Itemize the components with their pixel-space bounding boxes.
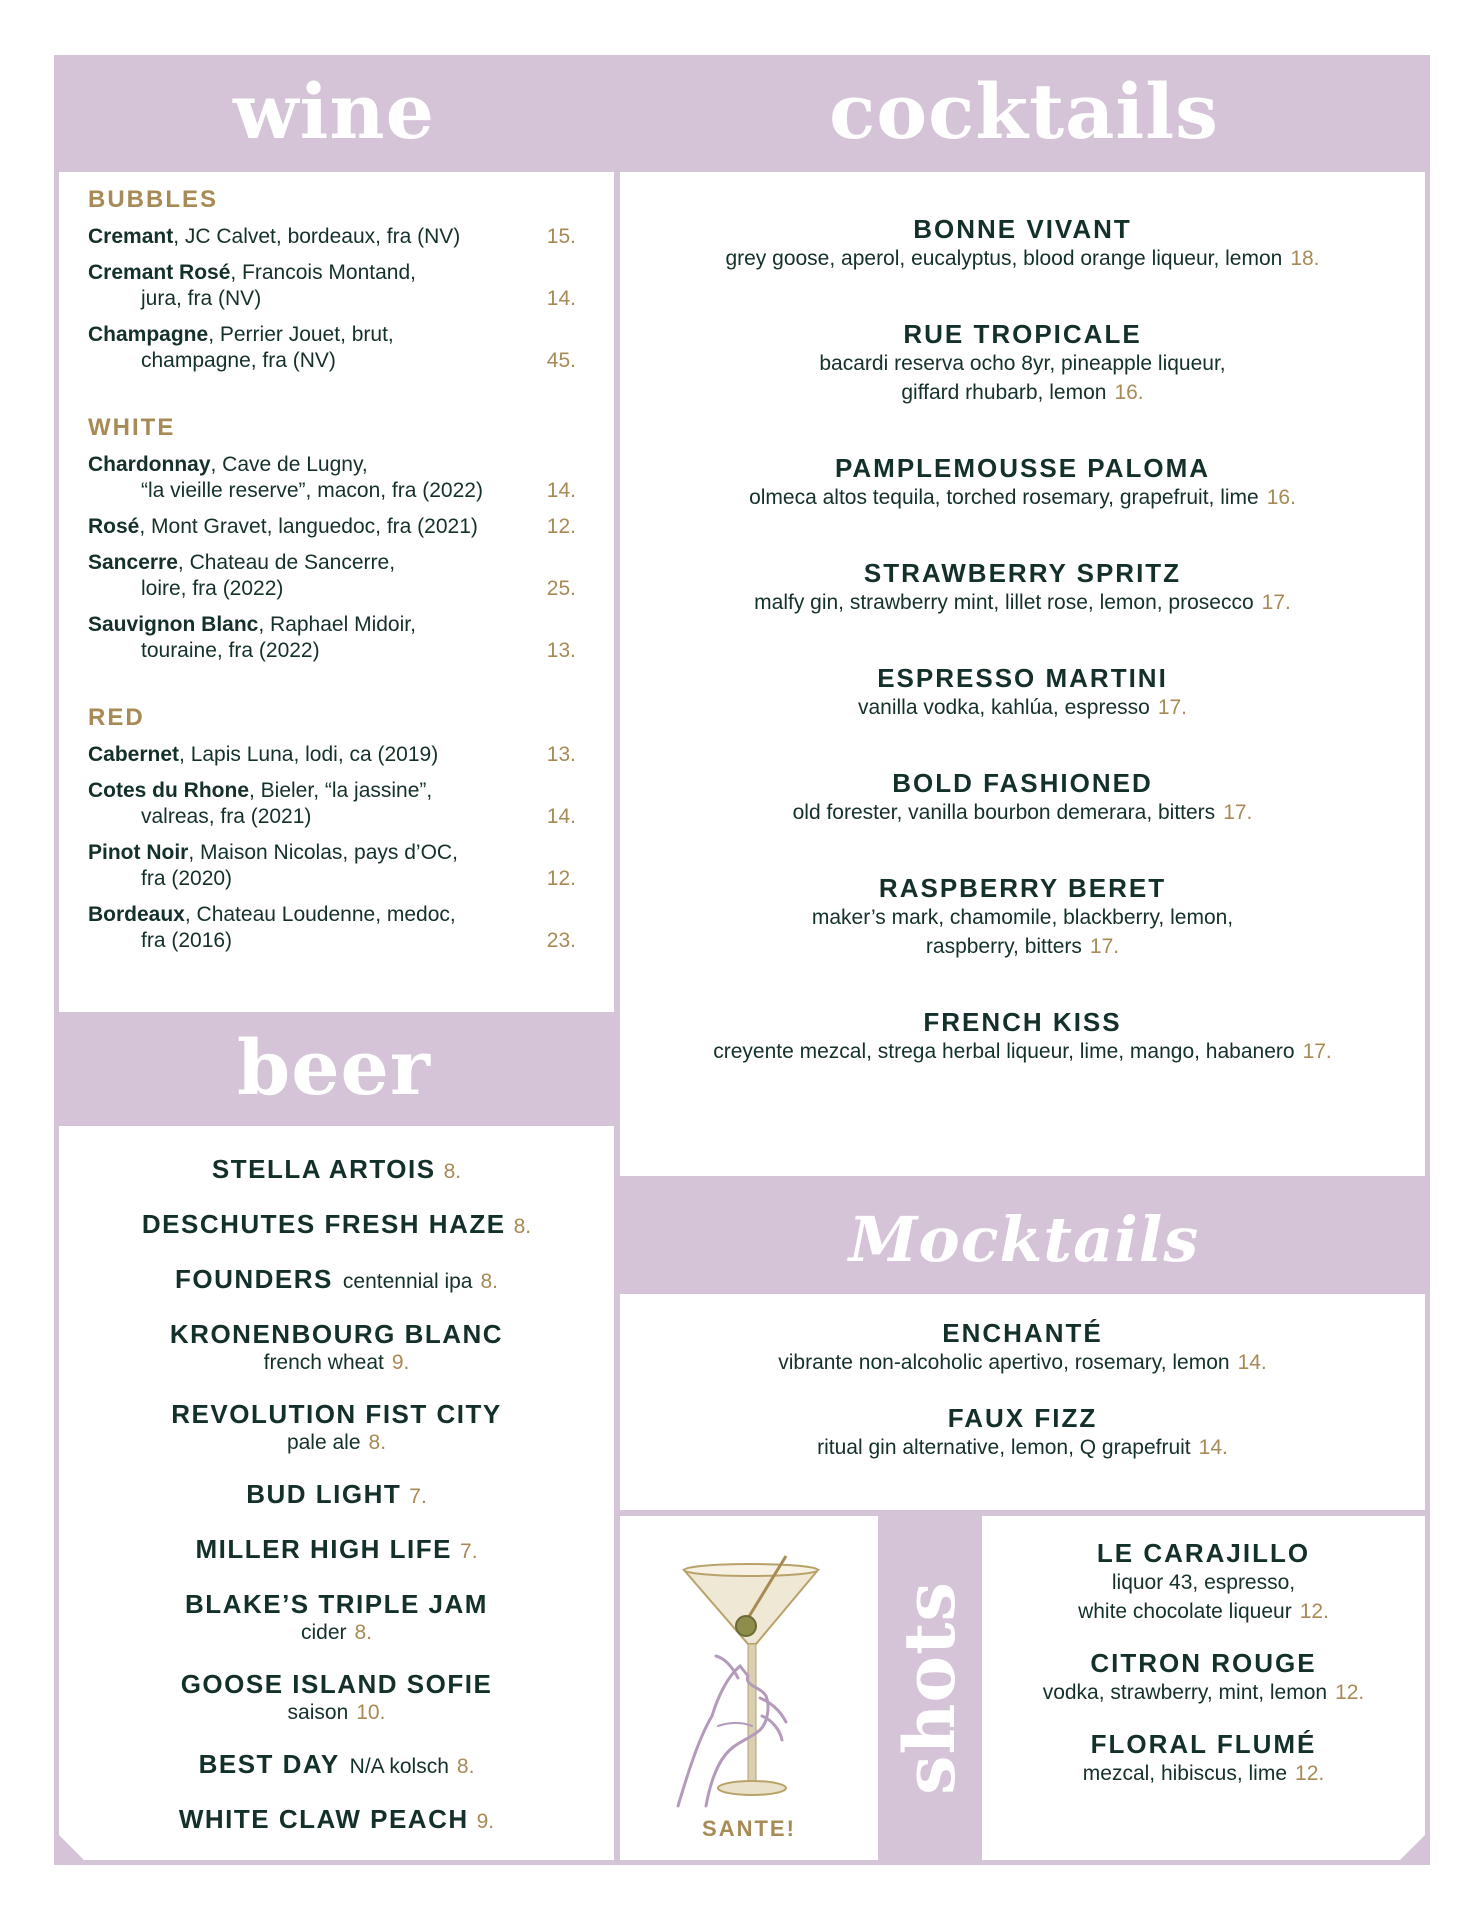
price: 17. (1261, 591, 1291, 614)
price: 12. (1335, 1681, 1365, 1704)
wine-item-line (88, 452, 506, 478)
price: 16. (1114, 381, 1144, 404)
shot-description (982, 1759, 1425, 1788)
wine-details: , JC Calvet, bordeaux, fra (NV) (173, 225, 461, 248)
wine-price: 14. (546, 479, 576, 502)
wine-price: 15. (546, 225, 576, 248)
wine-details: , Cave de Lugny, (210, 453, 368, 476)
description-text: olmeca altos tequila, torched rosemary, grapefruit, lime (749, 486, 1259, 509)
description-text: mezcal, hibiscus, lime (1082, 1762, 1288, 1785)
wine-price: 14. (546, 805, 576, 828)
cocktail-item (620, 873, 1425, 961)
mocktail-description (620, 1433, 1425, 1462)
wine-details-continued: fra (2016) (141, 929, 233, 952)
beer-item (59, 1534, 614, 1567)
cocktail-name: PAMPLEMOUSSE PALOMA (834, 453, 1211, 483)
wine-name: Sancerre (88, 551, 178, 574)
beer-style: saison (287, 1701, 349, 1724)
cocktail-name: RUE TROPICALE (903, 319, 1142, 349)
illustration-caption: SANTE! (702, 1816, 796, 1841)
wine-list (88, 186, 576, 994)
description-text: vodka, strawberry, mint, lemon (1042, 1681, 1328, 1704)
mocktail-item (620, 1318, 1425, 1377)
beer-list (59, 1154, 614, 1859)
shot-name: CITRON ROUGE (1090, 1648, 1317, 1678)
wine-name: Bordeaux (88, 903, 185, 926)
cocktail-description (620, 244, 1425, 273)
wine-price: 13. (546, 639, 576, 662)
shots-list (982, 1538, 1425, 1810)
beer-title-line (59, 1804, 614, 1837)
cocktail-item (620, 663, 1425, 722)
mocktails-header: Mocktails (848, 1203, 1200, 1276)
price: 12. (1299, 1600, 1329, 1623)
wine-price: 12. (546, 867, 576, 890)
cocktail-description (620, 349, 1425, 378)
beer-name: REVOLUTION FIST CITY (171, 1399, 502, 1429)
beer-item (59, 1669, 614, 1727)
cocktail-description (620, 693, 1425, 722)
description-text: vanilla vodka, kahlúa, espresso (857, 696, 1150, 719)
wine-price: 13. (546, 743, 576, 766)
description-text: raspberry, bitters (925, 935, 1082, 958)
shots-header: shots (888, 1581, 971, 1795)
wine-details: , Raphael Midoir, (258, 613, 416, 636)
cocktail-name: RASPBERRY BERET (878, 873, 1167, 903)
description-text: bacardi reserva ocho 8yr, pineapple liqueur, (819, 352, 1226, 375)
description-text: vibrante non-alcoholic apertivo, rosemary, lemon (778, 1351, 1230, 1374)
wine-details: , Mont Gravet, languedoc, fra (2021) (139, 515, 478, 538)
beer-title-line (59, 1319, 614, 1349)
wine-section-title: BUBBLES (88, 186, 219, 213)
beer-title-line (59, 1154, 614, 1187)
wine-details-continued: fra (2020) (141, 867, 233, 890)
beer-name: BEST DAY (198, 1749, 340, 1779)
beer-price: 8. (456, 1755, 475, 1778)
beer-style-line (59, 1429, 614, 1457)
wine-price: 23. (546, 929, 576, 952)
cocktail-item (620, 558, 1425, 617)
wine-name: Sauvignon Blanc (88, 613, 259, 636)
beer-title-line (59, 1534, 614, 1567)
wine-name: Chardonnay (88, 453, 211, 476)
beer-item (59, 1589, 614, 1647)
description-text: giffard rhubarb, lemon (901, 381, 1107, 404)
beer-item (59, 1319, 614, 1377)
wine-name: Champagne (88, 323, 209, 346)
beer-name: BLAKE’S TRIPLE JAM (185, 1589, 488, 1619)
cocktail-item (620, 1007, 1425, 1066)
wine-item (88, 550, 576, 602)
beer-title-line (59, 1669, 614, 1699)
wine-group (88, 704, 576, 954)
wine-header: wine (233, 67, 435, 156)
description-text: ritual gin alternative, lemon, Q grapefruit (817, 1436, 1191, 1459)
wine-item-line (88, 550, 506, 576)
beer-item (59, 1749, 614, 1782)
wine-item (88, 260, 576, 312)
cocktail-name: FRENCH KISS (923, 1007, 1122, 1037)
beer-price: 8. (368, 1431, 387, 1454)
price: 17. (1089, 935, 1120, 958)
cocktails-header: cocktails (829, 67, 1219, 156)
wine-details: , Lapis Luna, lodi, ca (2019) (179, 743, 439, 766)
beer-name: WHITE CLAW PEACH (178, 1804, 469, 1834)
wine-item-line (88, 514, 506, 540)
beer-style: french wheat (263, 1351, 384, 1374)
wine-details-continued: jura, fra (NV) (141, 287, 262, 310)
beer-name: BUD LIGHT (246, 1479, 402, 1509)
wine-name: Pinot Noir (88, 841, 189, 864)
beer-item (59, 1264, 614, 1297)
cocktails-list (620, 214, 1425, 1112)
wine-item (88, 452, 576, 504)
wine-item-line (88, 778, 506, 804)
wine-group (88, 186, 576, 374)
description-text: liquor 43, espresso, (1111, 1571, 1296, 1594)
price: 17. (1223, 801, 1253, 824)
wine-item-line (88, 260, 506, 286)
corner-notch-right (1400, 1835, 1430, 1865)
beer-price: 8. (443, 1160, 462, 1183)
wine-name: Cremant Rosé (88, 261, 231, 284)
beer-title-line (59, 1749, 614, 1782)
mocktail-name: FAUX FIZZ (947, 1403, 1098, 1433)
wine-details: , Bieler, “la jassine”, (249, 779, 433, 802)
price: 12. (1295, 1762, 1325, 1785)
description-text: maker’s mark, chamomile, blackberry, lemon, (811, 906, 1234, 929)
beer-title-line (59, 1399, 614, 1429)
wine-details-continued: “la vieille reserve”, macon, fra (2022) (141, 479, 483, 502)
beer-price: 7. (460, 1540, 478, 1563)
wine-details-continued: champagne, fra (NV) (141, 349, 336, 372)
wine-item (88, 742, 576, 768)
beer-price: 8. (480, 1270, 499, 1293)
beer-header: beer (237, 1023, 431, 1112)
beer-style: centennial ipa (342, 1270, 473, 1293)
wine-item (88, 224, 576, 250)
beer-title-line (59, 1479, 614, 1512)
cocktail-name: ESPRESSO MARTINI (877, 663, 1168, 693)
cocktail-description (620, 798, 1425, 827)
cocktail-description (620, 483, 1425, 512)
wine-details-continued: valreas, fra (2021) (141, 805, 312, 828)
wine-item (88, 840, 576, 892)
wine-price: 12. (546, 515, 576, 538)
wine-details: , Chateau de Sancerre, (177, 551, 396, 574)
price: 18. (1290, 247, 1320, 270)
mocktail-item (620, 1403, 1425, 1462)
shot-item (982, 1729, 1425, 1788)
price: 14. (1198, 1436, 1228, 1459)
shot-name: FLORAL FLUMÉ (1090, 1729, 1317, 1759)
price: 14. (1237, 1351, 1267, 1374)
shot-item (982, 1648, 1425, 1707)
wine-item (88, 902, 576, 954)
price: 17. (1302, 1040, 1332, 1063)
cocktail-name: BONNE VIVANT (913, 214, 1132, 244)
illustration-panel (620, 1516, 878, 1860)
wine-details-continued: loire, fra (2022) (141, 577, 284, 600)
beer-style-line (59, 1619, 614, 1647)
beer-item (59, 1479, 614, 1512)
wine-price: 45. (546, 349, 576, 372)
beer-price: 8. (513, 1215, 532, 1238)
wine-item (88, 778, 576, 830)
beer-item (59, 1154, 614, 1187)
cocktail-item (620, 214, 1425, 273)
wine-details: , Francois Montand, (230, 261, 416, 284)
description-text: white chocolate liqueur (1078, 1600, 1292, 1623)
beer-title-line (59, 1589, 614, 1619)
wine-item-line (88, 902, 506, 928)
beer-style: cider (300, 1621, 347, 1644)
wine-item-line (88, 840, 506, 866)
cocktail-description (620, 1037, 1425, 1066)
martini-glass-hand-icon (620, 1526, 878, 1816)
beer-name: KRONENBOURG BLANC (169, 1319, 504, 1349)
description-text: creyente mezcal, strega herbal liqueur, lime, mango, habanero (713, 1040, 1295, 1063)
beer-item (59, 1399, 614, 1457)
cocktail-name: BOLD FASHIONED (892, 768, 1153, 798)
wine-details: , Perrier Jouet, brut, (208, 323, 394, 346)
wine-item-line (88, 742, 506, 768)
wine-name: Cremant (88, 225, 174, 248)
wine-item-line (88, 612, 506, 638)
cocktail-name: STRAWBERRY SPRITZ (863, 558, 1182, 588)
description-text: malfy gin, strawberry mint, lillet rose, lemon, prosecco (754, 591, 1254, 614)
wine-details: , Chateau Loudenne, medoc, (184, 903, 456, 926)
mocktail-name: ENCHANTÉ (942, 1318, 1103, 1348)
beer-title-line (59, 1264, 614, 1297)
wine-details-continued: touraine, fra (2022) (141, 639, 320, 662)
description-continued (620, 932, 1425, 961)
beer-style: N/A kolsch (349, 1755, 449, 1778)
beer-item (59, 1209, 614, 1242)
beer-style-line (59, 1699, 614, 1727)
mocktail-description (620, 1348, 1425, 1377)
beer-name: FOUNDERS (174, 1264, 333, 1294)
description-text: old forester, vanilla bourbon demerara, bitters (792, 801, 1216, 824)
cocktail-item (620, 768, 1425, 827)
wine-name: Cotes du Rhone (88, 779, 249, 802)
shot-name: LE CARAJILLO (1096, 1538, 1311, 1568)
beer-price: 10. (356, 1701, 386, 1724)
beer-item (59, 1804, 614, 1837)
shot-description (982, 1678, 1425, 1707)
wine-name: Cabernet (88, 743, 180, 766)
beer-price: 8. (354, 1621, 373, 1644)
description-text: grey goose, aperol, eucalyptus, blood orange liqueur, lemon (725, 247, 1283, 270)
description-continued (982, 1597, 1425, 1626)
description-continued (620, 378, 1425, 407)
shot-item (982, 1538, 1425, 1626)
beer-price: 9. (476, 1810, 495, 1833)
beer-name: STELLA ARTOIS (211, 1154, 436, 1184)
wine-item-line (88, 322, 506, 348)
beer-name: DESCHUTES FRESH HAZE (141, 1209, 506, 1239)
wine-item (88, 612, 576, 664)
wine-item (88, 514, 576, 540)
wine-price: 25. (546, 577, 576, 600)
beer-title-line (59, 1209, 614, 1242)
cocktail-description (620, 903, 1425, 932)
beer-name: GOOSE ISLAND SOFIE (180, 1669, 493, 1699)
beer-price: 9. (391, 1351, 410, 1374)
wine-item (88, 322, 576, 374)
wine-price: 14. (546, 287, 576, 310)
shot-description (982, 1568, 1425, 1597)
corner-notch-left (54, 1835, 84, 1865)
cocktail-item (620, 453, 1425, 512)
wine-section-title: RED (88, 704, 145, 731)
wine-details: , Maison Nicolas, pays d’OC, (188, 841, 458, 864)
wine-group (88, 414, 576, 664)
beer-style: pale ale (286, 1431, 361, 1454)
beer-price: 7. (409, 1485, 427, 1508)
wine-item-line (88, 224, 506, 250)
beer-style-line (59, 1349, 614, 1377)
cocktail-description (620, 588, 1425, 617)
beer-name: MILLER HIGH LIFE (195, 1534, 453, 1564)
price: 17. (1157, 696, 1188, 719)
wine-section-title: WHITE (88, 414, 176, 441)
mocktails-list (620, 1318, 1425, 1488)
wine-name: Rosé (88, 515, 140, 538)
price: 16. (1266, 486, 1296, 509)
cocktail-item (620, 319, 1425, 407)
